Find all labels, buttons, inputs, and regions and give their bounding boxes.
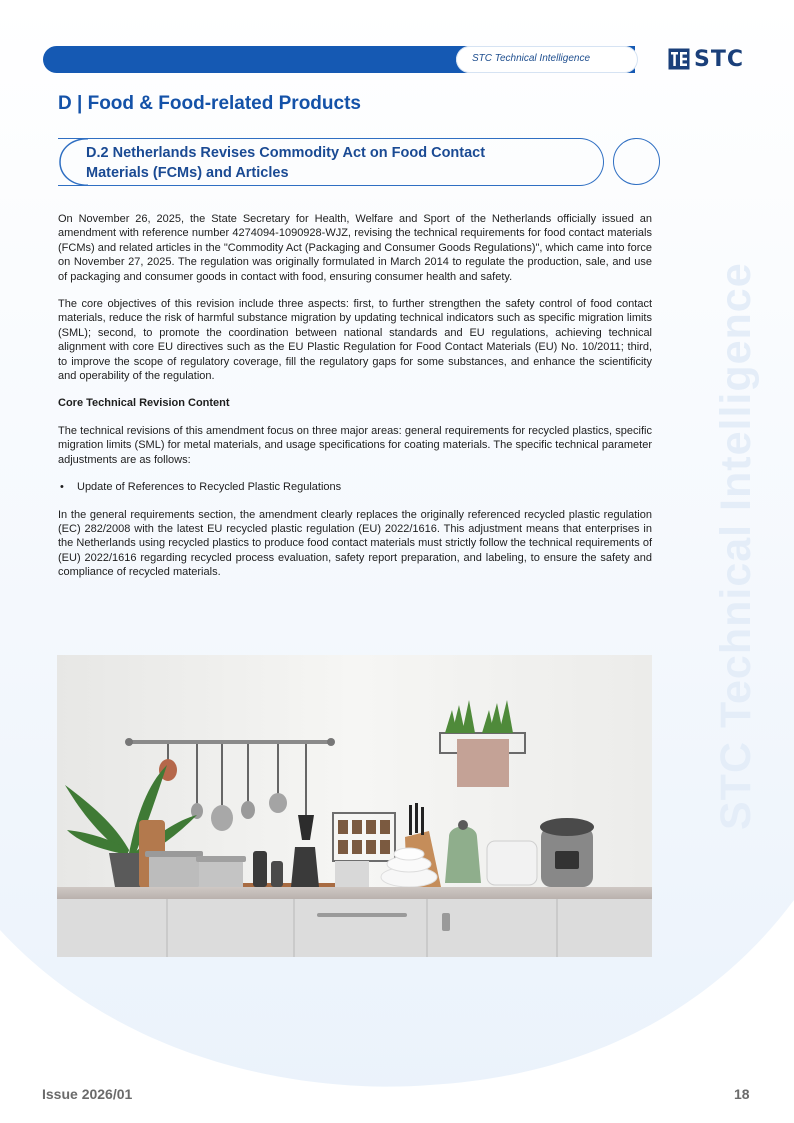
footer-page-number: 18 bbox=[734, 1086, 750, 1102]
paragraph-objectives: The core objectives of this revision include three aspects: first, to further strengthen the safety control of food contact materials, reduce the risk of harmful substance migration by updating technical indicators such as specific migration limits (SML); second, to promote the coordination between national standards and EU regulations, achieving technical alignment with core EU directives such as the EU Plastic Regulation for Food Contact Materials (EU) No. 10/2011; third, to improve the scope of regulatory coverage, fill the regulatory gaps for some substances, and enhance the scientificity and operability of the regulation. bbox=[58, 298, 652, 383]
bullet-item bbox=[58, 480, 652, 494]
stc-logo bbox=[668, 48, 744, 70]
subtitle-circle-ornament bbox=[613, 138, 660, 185]
paragraph-revision-overview: The technical revisions of this amendment focus on three major areas: general requirements for recycled plastics, specific migration limits (SML) for metal materials, and usage specifications for coating materials. The specific technical parameter adjustments are as follows: bbox=[58, 424, 652, 466]
paragraph-intro: On November 26, 2025, the State Secretary for Health, Welfare and Sport of the Netherlands officially issued an amendment with reference number 4274094-1090928-WJZ, revising the technical requirements for food contact materials (FCMs) and related articles in the "Commodity Act (Packaging and Consumer Goods Regulations)", which came into force on November 27, 2025. The regulation was originally formulated in March 2014 to regulate the production, sale, and use of packaging and consumer goods in contact with food, ensuring consumer health and safety. bbox=[58, 213, 652, 283]
section-title: D | Food & Food-related Products bbox=[58, 93, 361, 114]
subheading-core-revision: Core Technical Revision Content bbox=[58, 397, 230, 410]
bullet-icon: • bbox=[60, 481, 64, 494]
kitchen-photo bbox=[57, 655, 652, 957]
article-subtitle bbox=[86, 143, 586, 183]
subtitle-line-2: Materials (FCMs) and Articles bbox=[86, 165, 289, 181]
article-body bbox=[58, 212, 652, 593]
header-tagline: STC Technical Intelligence bbox=[472, 53, 591, 64]
vertical-watermark: STC Technical Intelligence bbox=[712, 262, 760, 830]
paragraph-recycled-plastics: In the general requirements section, the amendment clearly replaces the originally referenced recycled plastic regulation (EC) 282/2008 with the latest EU recycled plastic regulation (EU) 2022/1616. This adjustment means that enterprises in the Netherlands using recycled plastics to produce food contact materials must strictly follow the technical requirements of (EU) 2022/1616 regarding recycled process evaluation, safety report preparation, and labeling, to ensure the safety and compliance of recycled materials. bbox=[58, 508, 652, 579]
stc-logo-icon bbox=[668, 48, 690, 70]
footer-issue: Issue 2026/01 bbox=[42, 1086, 133, 1102]
bullet-text: Update of References to Recycled Plastic Regulations bbox=[77, 481, 342, 494]
logo-text: STC bbox=[694, 46, 744, 72]
subtitle-line-1: D.2 Netherlands Revises Commodity Act on Food Contact bbox=[86, 145, 486, 161]
